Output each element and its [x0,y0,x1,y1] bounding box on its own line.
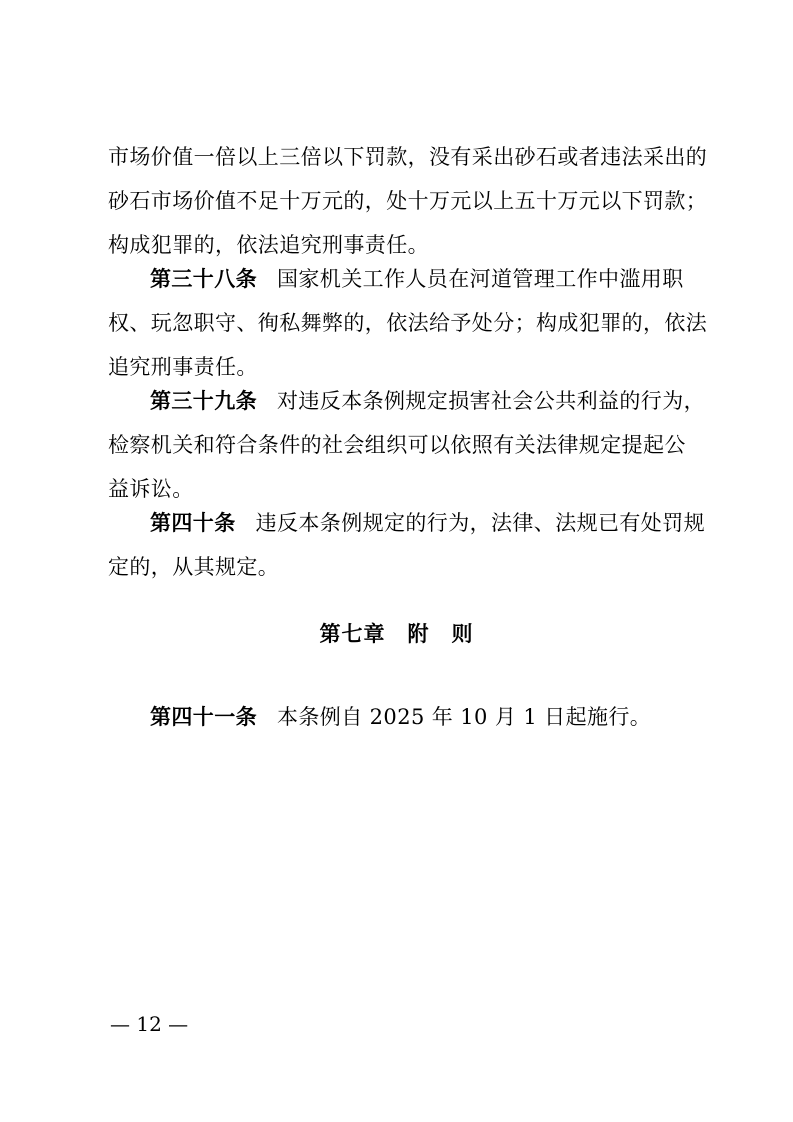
chapter-title: 第七章 附 则 [319,622,474,646]
paragraph-line: 权、玩忽职守、徇私舞弊的，依法给予处分；构成犯罪的，依法 [108,311,708,335]
article-number: 第四十条 [150,511,236,535]
article-text: 国家机关工作人员在河道管理工作中滥用职 [277,267,684,291]
article-number: 第四十一条 [150,705,257,729]
article-39-first-line [150,387,705,415]
paragraph-line: 益诉讼。 [108,477,194,501]
paragraph-line: 砂石市场价值不足十万元的，处十万元以上五十万元以下罚款； [108,189,708,213]
paragraph-line: 检察机关和符合条件的社会组织可以依照有关法律规定提起公 [108,433,686,457]
article-text: 本条例自 2025 年 10 月 1 日起施行。 [277,705,652,729]
article-text: 违反本条例规定的行为，法律、法规已有处罚规 [255,511,706,535]
article-text: 对违反本条例规定损害社会公共利益的行为， [277,389,705,413]
paragraph-line: 追究刑事责任。 [108,355,258,379]
paragraph-line: 构成犯罪的，依法追究刑事责任。 [108,233,429,257]
article-41-first-line [150,703,651,731]
article-number: 第三十八条 [150,267,257,291]
paragraph-line: 定的，从其规定。 [108,555,280,579]
article-40-first-line [150,509,705,537]
article-38-first-line [150,265,684,293]
page-number: — 12 — [110,1012,189,1036]
paragraph-line: 市场价值一倍以上三倍以下罚款，没有采出砂石或者违法采出的 [108,145,708,169]
article-number: 第三十九条 [150,389,257,413]
